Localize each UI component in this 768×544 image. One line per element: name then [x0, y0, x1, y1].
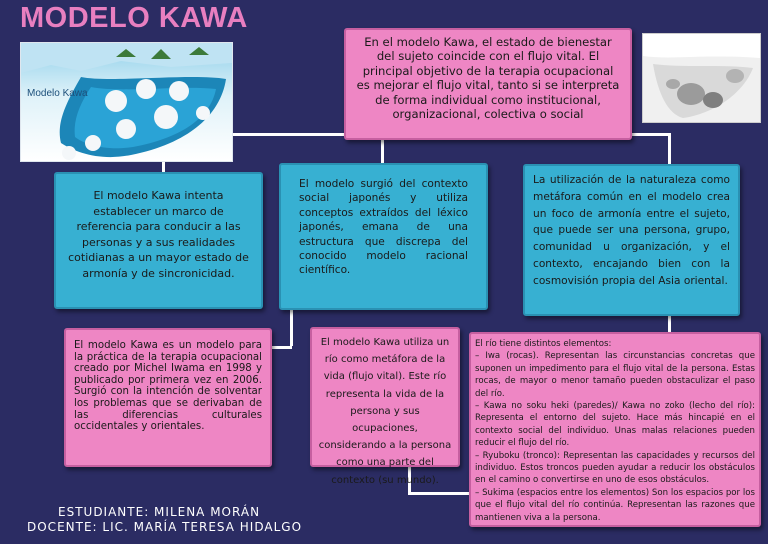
nature-metaphor-box [523, 164, 740, 316]
connector-line [381, 140, 384, 164]
illustration-label: Modelo Kawa [27, 88, 88, 99]
element-iwa: – Iwa (rocas). Representan las circunstancias concretas que suponen un impedimento para el flujo vital de la persona. Estas rocas, de mayor o menor tamaño pueden obstaculizar el paso del río. [475, 351, 755, 399]
connector-line [630, 133, 670, 136]
elements-intro: El río tiene distintos elementos: [475, 339, 612, 349]
river-metaphor-text: El modelo Kawa utiliza un río como metáfora de la vida (flujo vital). Este río representa la vida de la persona y sus ocupaciones, considerando a la persona como una parte del contexto (su mundo). [318, 337, 452, 486]
history-box [64, 328, 272, 467]
origin-text: El modelo surgió del contexto social japonés y utiliza conceptos extraídos del léxico japonés, emana de una estructura que discrepa del conocido modelo racional científico. [299, 178, 468, 277]
connector-line [408, 492, 470, 495]
element-ryuboku: – Ryuboku (tronco): Representan las capacidades y recursos del individuo. Estos troncos pueden ayudar a reducir los obstáculos en el camino o convertirse en uno de esos obstáculos. [475, 450, 755, 486]
page-title: MODELO KAWA [20, 2, 248, 34]
student-name: ESTUDIANTE: MILENA MORÁN [58, 505, 261, 519]
connector-line [272, 346, 292, 349]
definition-text: En el modelo Kawa, el estado de bienestar del sujeto coincide con el flujo vital. El principal objetivo de la terapia ocupacional es mejorar el flujo vital, tanto si se interpreta de forma individual como institucional, organizacional, colectiva o social [356, 35, 620, 122]
teacher-name: DOCENTE: LIC. MARÍA TERESA HIDALGO [27, 520, 303, 534]
river-elements-box [469, 332, 761, 527]
definition-box [344, 28, 632, 140]
element-sukima: – Sukima (espacios entre los elementos) Son los espacios por los que el flujo vital del río continúa. Representan las razones que mantienen viva a la persona. [475, 487, 755, 523]
nature-metaphor-text: La utilización de la naturaleza como metáfora común en el modelo crea un foco de armonía entre el sujeto, que puede ser una persona, grupo, comunidad u organización, y el contexto, encajando bien con la cosmovisión propia del Asia oriental. [533, 174, 730, 287]
origin-box [279, 163, 488, 310]
river-graphic [21, 43, 232, 161]
rocks-graphic [643, 34, 760, 122]
framework-text: El modelo Kawa intenta establecer un marco de referencia para conducir a las personas y a sus realidades cotidianas a un mayor estado de armonía y de sincronicidad. [68, 189, 249, 280]
history-text: El modelo Kawa es un modelo para la práctica de la terapia ocupacional creado por Michel Iwama en 1998 y publicado por primera vez en 2006. Surgió con la intención de solventar los problemas que se derivaban de las diferencias culturales occidentales y orientales. [74, 340, 262, 433]
connector-line [290, 310, 293, 346]
kawa-river-illustration [20, 42, 233, 162]
element-kawa-no-soku-heki: – Kawa no soku heki (paredes)/ Kawa no zoko (lecho del río): Representa el entorno del sujeto. Hace más hincapié en el contexto social del individuo. Unas malas relaciones pueden reducir el flujo del río. [475, 401, 755, 449]
framework-box [54, 172, 263, 309]
river-metaphor-box [310, 327, 460, 486]
connector-line [668, 133, 671, 165]
river-rocks-illustration [642, 33, 761, 123]
